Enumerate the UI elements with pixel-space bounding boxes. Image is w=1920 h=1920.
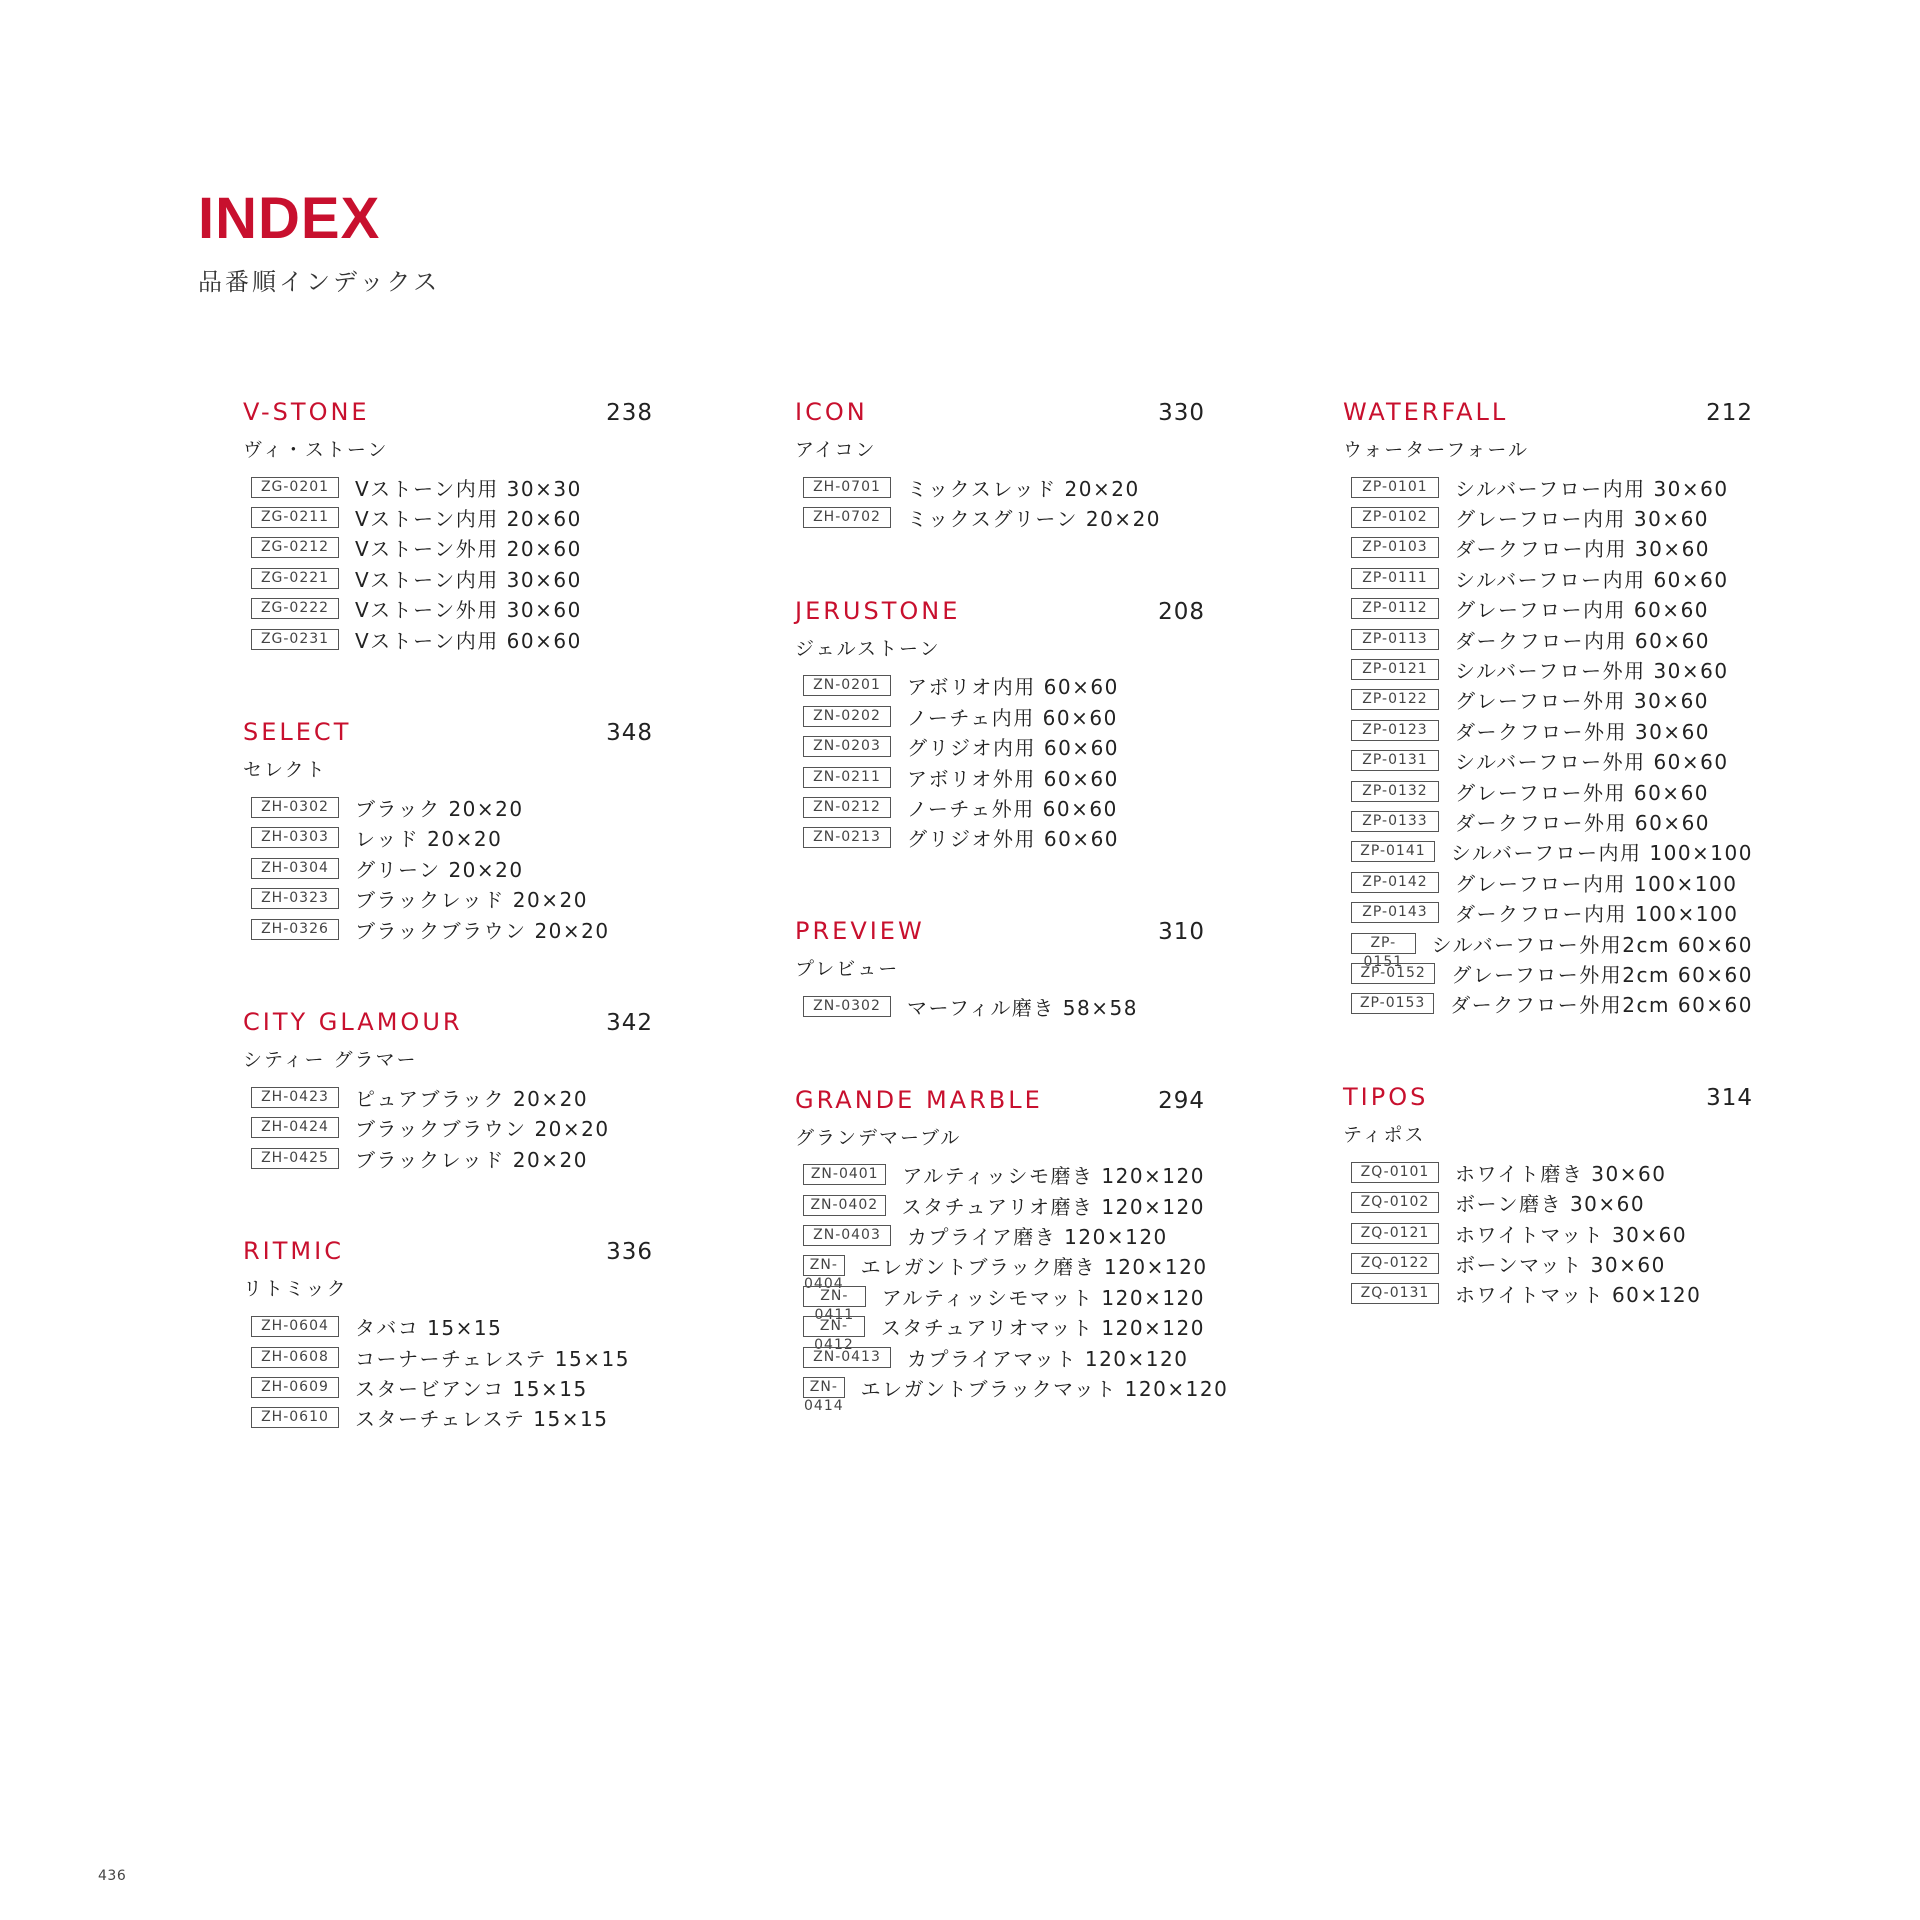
product-code-badge: ZH-0302 [251,797,339,818]
product-name: Vストーン外用 20×60 [355,537,582,562]
product-code-badge: ZH-0304 [251,858,339,879]
list-item [1351,502,1753,532]
series-name-kana: シティー グラマー [243,1049,418,1072]
product-code-badge: ZN-0412 [803,1316,865,1337]
product-code-badge: ZH-0323 [251,888,339,909]
product-name: マーフィル磨き 58×58 [907,995,1138,1020]
product-code-badge: ZP-0122 [1351,689,1439,710]
product-name: ブラック 20×20 [355,797,524,822]
product-list [251,1082,653,1173]
product-name: ブラックレッド 20×20 [355,1147,588,1172]
product-list [803,472,1205,533]
series-page-number: 310 [1158,919,1205,946]
list-item [1351,928,1753,970]
series-name-kana: リトミック [243,1278,348,1301]
product-name: シルバーフロー内用 100×100 [1450,841,1753,866]
product-name: グレーフロー内用 60×60 [1455,598,1710,623]
list-item [251,1311,653,1341]
list-item [803,1311,1205,1354]
product-name: ホワイトマット 30×60 [1455,1222,1688,1247]
product-name: ダークフロー外用 60×60 [1455,810,1711,835]
product-name: ミックスグリーン 20×20 [907,507,1162,532]
list-item [803,823,1205,853]
product-code-badge: ZH-0610 [251,1407,339,1428]
product-name: アルティッシモマット 120×120 [881,1285,1205,1310]
list-item [1351,867,1753,897]
list-item [803,732,1205,762]
list-item [803,701,1205,731]
list-item [803,671,1205,701]
list-item [1351,989,1753,1019]
product-name: ブラックブラウン 20×20 [355,918,610,943]
series-name: WATERFALL [1343,398,1509,426]
product-code-badge: ZH-0609 [251,1377,339,1398]
product-code-badge: ZP-0142 [1351,872,1439,893]
product-name: エレガントブラックマット 120×120 [860,1376,1229,1401]
product-name: ブラックブラウン 20×20 [355,1117,610,1142]
series-name: SELECT [243,718,352,747]
product-section [795,398,1205,533]
product-code-badge: ZN-0411 [803,1286,866,1307]
series-name-kana: アイコン [795,439,877,461]
series-name-kana: セレクト [243,759,327,782]
product-code-badge: ZP-0133 [1351,811,1439,832]
section-header [795,597,1205,631]
series-name-kana: プレビュー [795,958,900,981]
product-code-badge: ZH-0303 [251,827,339,848]
section-header [243,718,653,752]
product-code-badge: ZG-0212 [251,537,339,558]
product-code-badge: ZQ-0131 [1351,1283,1439,1304]
list-item [803,502,1205,532]
product-code-badge: ZN-0203 [803,736,891,757]
list-item [803,991,1205,1021]
product-name: ダークフロー内用 60×60 [1455,628,1711,653]
series-name: ICON [795,398,868,426]
product-name: グレーフロー外用2cm 60×60 [1451,962,1753,987]
product-name: シルバーフロー外用2cm 60×60 [1431,932,1753,957]
product-code-badge: ZH-0326 [251,919,339,940]
product-name: ホワイト磨き 30×60 [1455,1161,1667,1186]
list-item [251,594,653,624]
list-item [1351,1218,1753,1248]
list-item [1351,837,1753,867]
list-item [251,472,653,502]
product-code-badge: ZP-0153 [1351,993,1434,1014]
page-number: 436 [98,1868,127,1884]
product-code-badge: ZN-0201 [803,675,891,696]
list-item [251,1403,653,1433]
product-code-badge: ZP-0112 [1351,598,1439,619]
list-item [251,533,653,563]
list-item [1351,897,1753,927]
list-item [251,1372,653,1402]
series-name: JERUSTONE [795,596,961,625]
product-name: アボリオ外用 60×60 [907,766,1119,791]
product-list [1351,1157,1753,1309]
product-code-badge: ZN-0413 [803,1347,891,1368]
product-code-badge: ZG-0231 [251,629,339,650]
section-header [795,398,1205,432]
section-header [795,1086,1205,1120]
product-name: スタービアンコ 15×15 [355,1376,588,1401]
list-item [803,472,1205,502]
list-item [251,884,653,914]
list-item [1351,594,1753,624]
series-name: GRANDE MARBLE [795,1085,1043,1114]
product-name: シルバーフロー内用 60×60 [1455,567,1729,592]
series-page-number: 294 [1158,1087,1205,1114]
series-name-kana: グランデマーブル [795,1126,962,1149]
list-item [803,1190,1205,1220]
list-item [1351,685,1753,715]
list-item [251,1113,653,1143]
product-code-badge: ZP-0123 [1351,720,1439,741]
list-item [251,624,653,654]
product-code-badge: ZH-0702 [803,507,891,528]
product-list [1351,472,1753,1019]
product-name: ダークフロー内用 30×60 [1455,537,1711,562]
product-name: アボリオ内用 60×60 [907,675,1119,700]
product-name: グリジオ外用 60×60 [907,827,1120,852]
product-code-badge: ZP-0121 [1351,659,1439,680]
product-name: ブラックレッド 20×20 [355,888,588,913]
product-code-badge: ZN-0404 [804,1257,844,1293]
list-item [803,792,1205,822]
product-code-badge: ZP-0143 [1351,902,1439,923]
product-name: ノーチェ外用 60×60 [907,797,1118,822]
product-name: ダークフロー外用2cm 60×60 [1450,993,1753,1018]
product-code-badge: ZP-0113 [1351,629,1439,650]
product-name: レッド 20×20 [355,827,503,852]
list-item [251,792,653,822]
product-name: スターチェレステ 15×15 [355,1407,609,1432]
list-item [803,1281,1205,1323]
series-page-number: 342 [606,1010,653,1037]
product-code-badge: ZN-0302 [803,996,891,1017]
list-item [803,762,1205,792]
series-page-number: 208 [1158,598,1205,625]
product-name: グレーフロー外用 60×60 [1455,780,1710,805]
product-code-badge: ZN-0414 [804,1378,844,1414]
page-subtitle: 品番順インデックス [198,268,441,296]
series-page-number: 212 [1706,400,1753,426]
index-column [1343,398,1753,1373]
list-item [1351,654,1753,684]
product-list [803,671,1205,853]
product-section [243,1237,653,1433]
section-header [243,398,653,432]
series-name-kana: ジェルストーン [795,637,941,660]
list-item [251,823,653,853]
product-code-badge: ZG-0201 [251,477,339,498]
series-name: TIPOS [1343,1083,1429,1112]
product-name: Vストーン外用 30×60 [355,598,582,623]
product-section [243,718,653,944]
product-section [243,398,653,654]
list-item [1351,958,1753,988]
series-page-number: 330 [1158,400,1205,426]
product-name: カプライア磨き 120×120 [907,1224,1168,1249]
list-item [1351,563,1753,593]
product-code-badge: ZP-0101 [1351,477,1439,498]
product-code-badge: ZG-0221 [251,568,339,589]
product-code-badge: ZN-0211 [803,767,891,788]
list-item [1351,624,1753,654]
product-code-badge: ZP-0111 [1351,568,1439,589]
product-code-badge: ZH-0608 [251,1347,339,1368]
product-name: コーナーチェレステ 15×15 [355,1346,630,1371]
product-code-badge: ZN-0202 [803,706,891,727]
product-section [1343,1083,1753,1309]
product-code-badge: ZQ-0121 [1351,1223,1439,1244]
series-page-number: 314 [1706,1085,1753,1112]
series-page-number: 348 [606,720,653,747]
product-name: Vストーン内用 20×60 [355,507,582,532]
list-item [1351,746,1753,776]
product-name: シルバーフロー外用 60×60 [1455,750,1729,775]
product-section [243,1008,653,1173]
product-name: Vストーン内用 30×60 [355,567,582,592]
product-list [251,1311,653,1433]
product-code-badge: ZG-0222 [251,598,339,619]
product-code-badge: ZQ-0102 [1351,1192,1439,1213]
product-code-badge: ZP-0102 [1351,507,1439,528]
product-section [795,1085,1229,1414]
product-name: グレーフロー内用 100×100 [1455,871,1738,896]
section-header [795,917,1205,951]
product-name: ダークフロー外用 30×60 [1455,719,1711,744]
series-name: RITMIC [243,1237,344,1266]
series-name-kana: ティポス [1343,1124,1426,1147]
product-code-badge: ZG-0211 [251,507,339,528]
list-item [1351,1157,1753,1187]
product-code-badge: ZP-0132 [1351,781,1439,802]
product-code-badge: ZN-0401 [803,1164,886,1185]
product-code-badge: ZP-0103 [1351,537,1439,558]
series-name: CITY GLAMOUR [243,1008,463,1037]
section-header [1343,1083,1753,1117]
product-name: グリーン 20×20 [355,857,524,882]
product-list [251,472,653,654]
product-name: ボーン磨き 30×60 [1455,1192,1646,1217]
list-item [251,1082,653,1112]
list-item [803,1342,1205,1372]
product-code-badge: ZH-0425 [251,1148,339,1169]
product-code-badge: ZP-0151 [1351,933,1416,954]
product-name: アルティッシモ磨き 120×120 [902,1164,1205,1189]
product-name: スタチュアリオ磨き 120×120 [901,1194,1205,1219]
list-item [251,502,653,532]
product-code-badge: ZH-0423 [251,1087,339,1108]
list-item [1351,1248,1753,1278]
list-item [251,914,653,944]
list-item [803,1220,1205,1250]
product-name: ノーチェ内用 60×60 [907,705,1118,730]
index-column [795,398,1229,1467]
list-item [1351,1279,1753,1309]
product-name: ダークフロー内用 100×100 [1455,902,1739,927]
product-name: エレガントブラック磨き 120×120 [860,1255,1208,1280]
product-name: ホワイトマット 60×120 [1455,1283,1702,1308]
series-name: V-STONE [243,398,370,426]
product-name: シルバーフロー内用 30×60 [1455,476,1729,501]
product-code-badge: ZP-0131 [1351,750,1439,771]
product-name: タバコ 15×15 [355,1316,503,1341]
product-section [795,597,1205,853]
index-column [243,398,653,1497]
product-code-badge: ZP-0152 [1351,963,1435,984]
list-item [1351,472,1753,502]
list-item [251,563,653,593]
list-item [1351,715,1753,745]
product-name: ボーンマット 30×60 [1455,1252,1666,1277]
product-code-badge: ZP-0141 [1351,841,1435,862]
list-item [1351,776,1753,806]
section-header [1343,398,1753,432]
product-name: ピュアブラック 20×20 [355,1086,589,1111]
product-name: グレーフロー内用 30×60 [1455,507,1710,532]
product-code-badge: ZN-0403 [803,1225,891,1246]
product-code-badge: ZQ-0101 [1351,1162,1439,1183]
product-name: スタチュアリオマット 120×120 [880,1316,1205,1341]
product-name: ミックスレッド 20×20 [907,476,1140,501]
product-name: シルバーフロー外用 30×60 [1455,659,1729,684]
product-code-badge: ZH-0604 [251,1316,339,1337]
list-item [803,1372,1229,1414]
series-page-number: 336 [606,1239,653,1266]
list-item [251,1342,653,1372]
product-name: グリジオ内用 60×60 [907,736,1120,761]
series-name-kana: ヴィ・ストーン [243,439,389,461]
product-code-badge: ZH-0424 [251,1117,339,1138]
list-item [803,1160,1205,1190]
section-header [243,1008,653,1042]
series-name-kana: ウォーターフォール [1343,439,1529,461]
series-page-number: 238 [606,400,653,426]
product-section [795,917,1205,1021]
product-code-badge: ZQ-0122 [1351,1253,1439,1274]
list-item [1351,1187,1753,1217]
product-section [1343,398,1753,1019]
product-code-badge: ZH-0701 [803,477,891,498]
product-code-badge: ZN-0213 [803,827,891,848]
list-item [1351,533,1753,563]
product-name: グレーフロー外用 30×60 [1455,689,1710,714]
product-name: カプライアマット 120×120 [907,1346,1189,1371]
product-name: Vストーン内用 30×30 [355,476,582,501]
list-item [251,1143,653,1173]
list-item [251,853,653,883]
product-code-badge: ZN-0212 [803,797,891,818]
page-title: INDEX [198,186,381,251]
list-item [1351,806,1753,836]
list-item [803,1251,1208,1293]
product-name: Vストーン内用 60×60 [355,628,582,653]
product-list [251,792,653,944]
product-list [803,1160,1229,1414]
section-header [243,1237,653,1271]
product-list [803,991,1205,1021]
product-code-badge: ZN-0402 [803,1195,886,1216]
series-name: PREVIEW [795,917,925,946]
